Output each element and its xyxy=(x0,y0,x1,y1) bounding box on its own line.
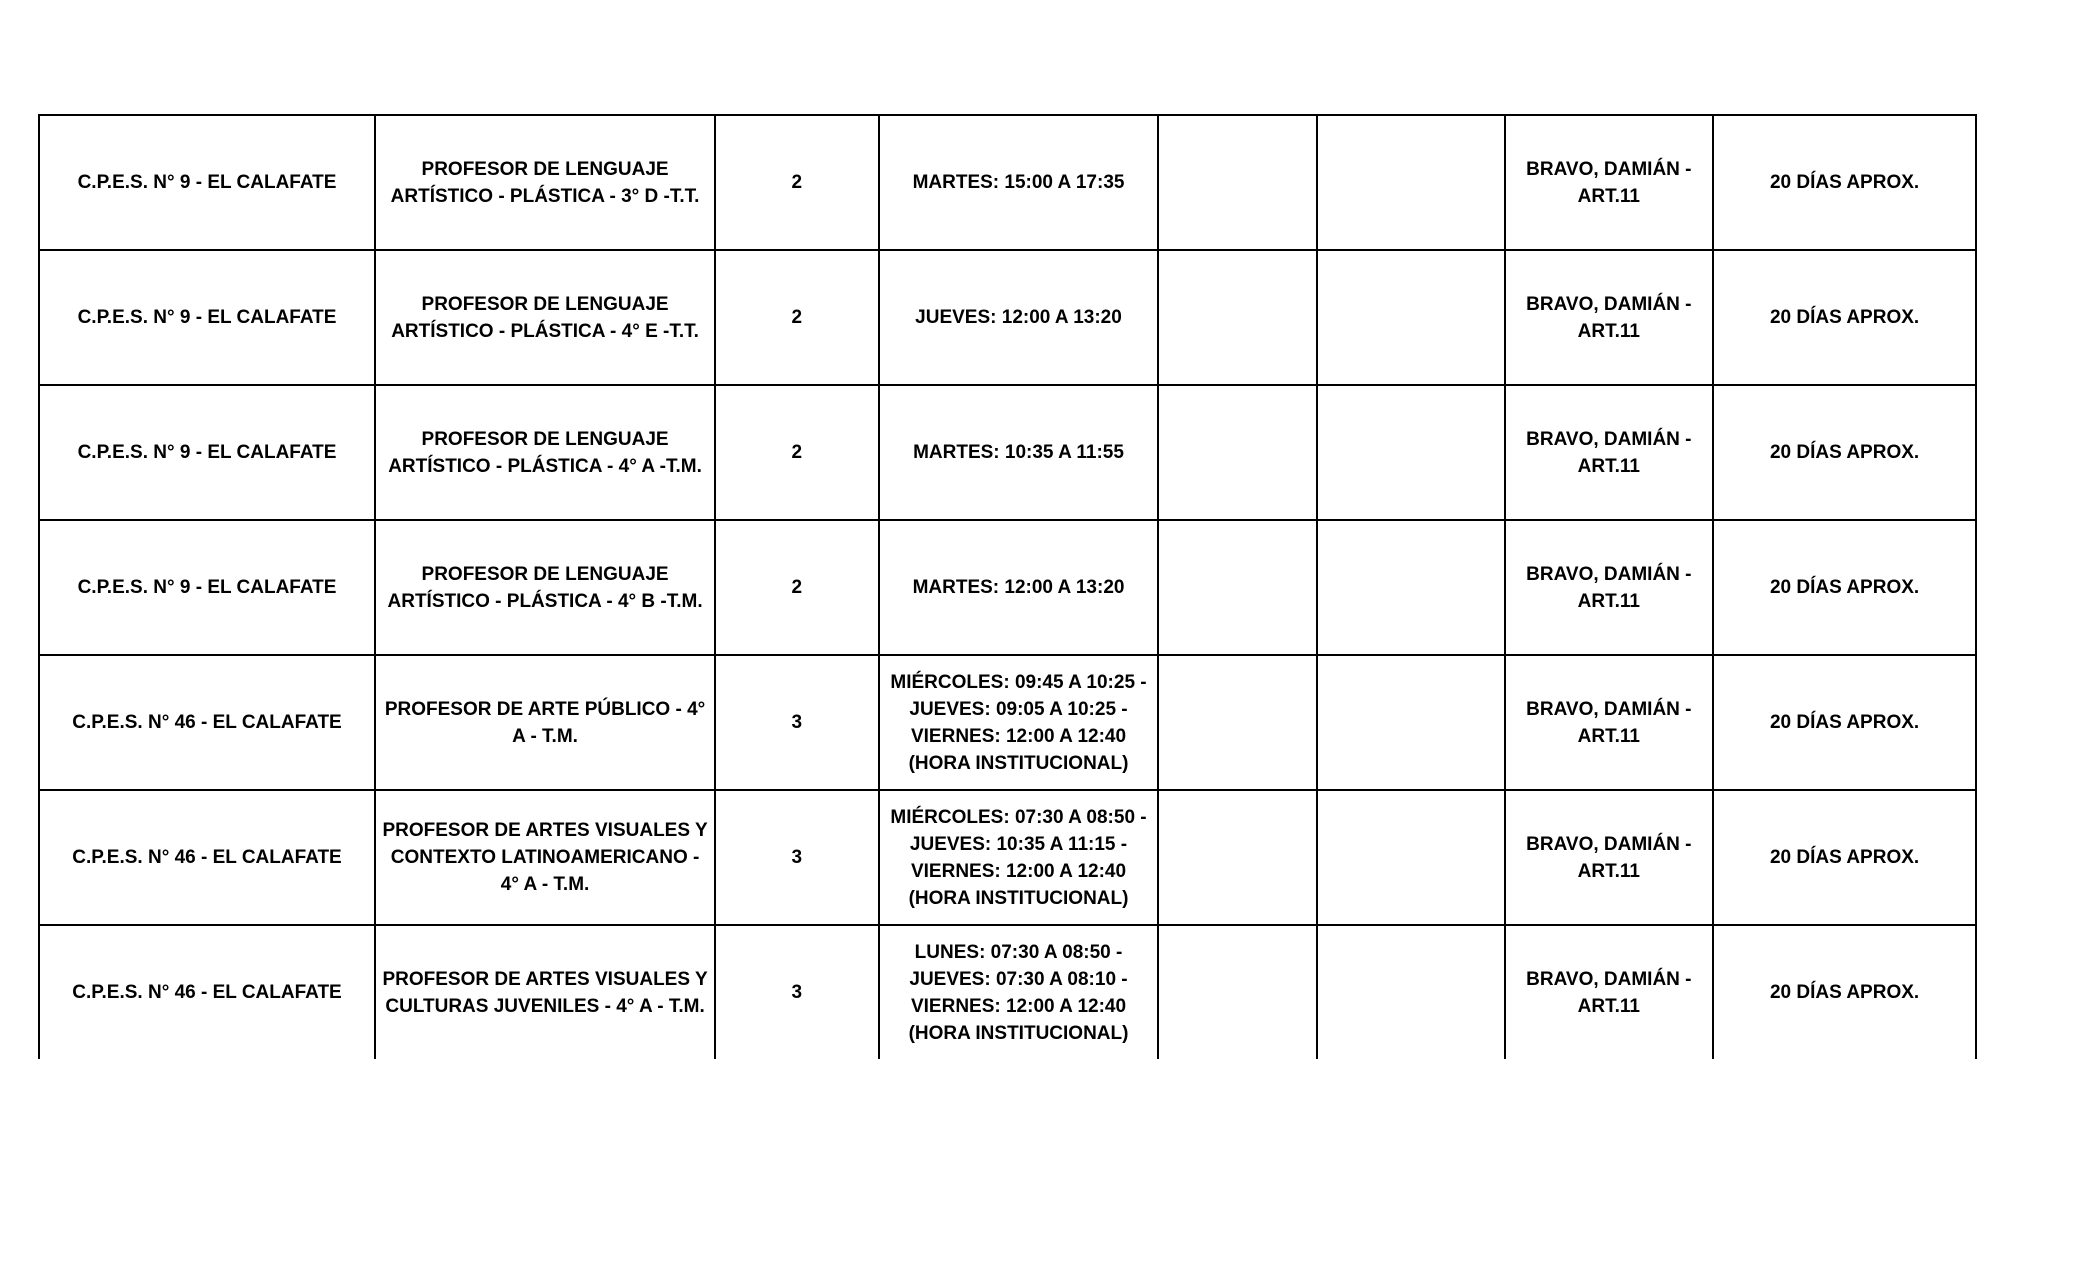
institution-cell: C.P.E.S. N° 46 - EL CALAFATE xyxy=(39,790,375,925)
empty-cell xyxy=(1317,115,1505,250)
holder-cell: BRAVO, DAMIÁN - ART.11 xyxy=(1505,520,1714,655)
duration-cell: 20 DÍAS APROX. xyxy=(1713,790,1976,925)
institution-cell: C.P.E.S. N° 9 - EL CALAFATE xyxy=(39,115,375,250)
empty-cell xyxy=(1158,520,1316,655)
holder-cell: BRAVO, DAMIÁN - ART.11 xyxy=(1505,115,1714,250)
duration-cell: 20 DÍAS APROX. xyxy=(1713,655,1976,790)
institution-cell: C.P.E.S. N° 9 - EL CALAFATE xyxy=(39,520,375,655)
duration-cell: 20 DÍAS APROX. xyxy=(1713,115,1976,250)
empty-cell xyxy=(1158,790,1316,925)
table-row xyxy=(39,790,1976,925)
schedule-cell: MARTES: 10:35 A 11:55 xyxy=(879,385,1159,520)
empty-cell xyxy=(1158,925,1316,1059)
position-cell: PROFESOR DE LENGUAJE ARTÍSTICO - PLÁSTICA - 4° A -T.M. xyxy=(375,385,715,520)
empty-cell xyxy=(1317,655,1505,790)
position-cell: PROFESOR DE LENGUAJE ARTÍSTICO - PLÁSTICA - 4° E -T.T. xyxy=(375,250,715,385)
spreadsheet-printout xyxy=(38,114,1977,1059)
vacancy-table xyxy=(38,114,1977,1059)
hours-cell: 3 xyxy=(715,925,879,1059)
position-cell: PROFESOR DE LENGUAJE ARTÍSTICO - PLÁSTICA - 3° D -T.T. xyxy=(375,115,715,250)
empty-cell xyxy=(1317,520,1505,655)
empty-cell xyxy=(1317,385,1505,520)
empty-cell xyxy=(1317,790,1505,925)
institution-cell: C.P.E.S. N° 46 - EL CALAFATE xyxy=(39,655,375,790)
holder-cell: BRAVO, DAMIÁN - ART.11 xyxy=(1505,790,1714,925)
position-cell: PROFESOR DE LENGUAJE ARTÍSTICO - PLÁSTICA - 4° B -T.M. xyxy=(375,520,715,655)
empty-cell xyxy=(1158,655,1316,790)
empty-cell xyxy=(1317,250,1505,385)
table-row xyxy=(39,925,1976,1059)
position-cell: PROFESOR DE ARTE PÚBLICO - 4° A - T.M. xyxy=(375,655,715,790)
schedule-cell: MIÉRCOLES: 07:30 A 08:50 - JUEVES: 10:35 A 11:15 - VIERNES: 12:00 A 12:40 (HORA INSTITUCIONAL) xyxy=(879,790,1159,925)
table-row xyxy=(39,655,1976,790)
holder-cell: BRAVO, DAMIÁN - ART.11 xyxy=(1505,250,1714,385)
institution-cell: C.P.E.S. N° 46 - EL CALAFATE xyxy=(39,925,375,1059)
hours-cell: 2 xyxy=(715,520,879,655)
table-row xyxy=(39,115,1976,250)
duration-cell: 20 DÍAS APROX. xyxy=(1713,385,1976,520)
position-cell: PROFESOR DE ARTES VISUALES Y CONTEXTO LATINOAMERICANO - 4° A - T.M. xyxy=(375,790,715,925)
schedule-cell: JUEVES: 12:00 A 13:20 xyxy=(879,250,1159,385)
duration-cell: 20 DÍAS APROX. xyxy=(1713,520,1976,655)
hours-cell: 3 xyxy=(715,655,879,790)
holder-cell: BRAVO, DAMIÁN - ART.11 xyxy=(1505,655,1714,790)
schedule-cell: MARTES: 15:00 A 17:35 xyxy=(879,115,1159,250)
position-cell: PROFESOR DE ARTES VISUALES Y CULTURAS JUVENILES - 4° A - T.M. xyxy=(375,925,715,1059)
table-row xyxy=(39,520,1976,655)
duration-cell: 20 DÍAS APROX. xyxy=(1713,250,1976,385)
institution-cell: C.P.E.S. N° 9 - EL CALAFATE xyxy=(39,250,375,385)
hours-cell: 2 xyxy=(715,385,879,520)
schedule-cell: MIÉRCOLES: 09:45 A 10:25 - JUEVES: 09:05 A 10:25 - VIERNES: 12:00 A 12:40 (HORA INSTITUCIONAL) xyxy=(879,655,1159,790)
table-row xyxy=(39,385,1976,520)
empty-cell xyxy=(1158,115,1316,250)
empty-cell xyxy=(1317,925,1505,1059)
empty-cell xyxy=(1158,385,1316,520)
hours-cell: 3 xyxy=(715,790,879,925)
hours-cell: 2 xyxy=(715,250,879,385)
empty-cell xyxy=(1158,250,1316,385)
schedule-cell: MARTES: 12:00 A 13:20 xyxy=(879,520,1159,655)
holder-cell: BRAVO, DAMIÁN - ART.11 xyxy=(1505,925,1714,1059)
schedule-cell: LUNES: 07:30 A 08:50 - JUEVES: 07:30 A 08:10 - VIERNES: 12:00 A 12:40 (HORA INSTITUCIONAL) xyxy=(879,925,1159,1059)
hours-cell: 2 xyxy=(715,115,879,250)
duration-cell: 20 DÍAS APROX. xyxy=(1713,925,1976,1059)
institution-cell: C.P.E.S. N° 9 - EL CALAFATE xyxy=(39,385,375,520)
table-row xyxy=(39,250,1976,385)
holder-cell: BRAVO, DAMIÁN - ART.11 xyxy=(1505,385,1714,520)
